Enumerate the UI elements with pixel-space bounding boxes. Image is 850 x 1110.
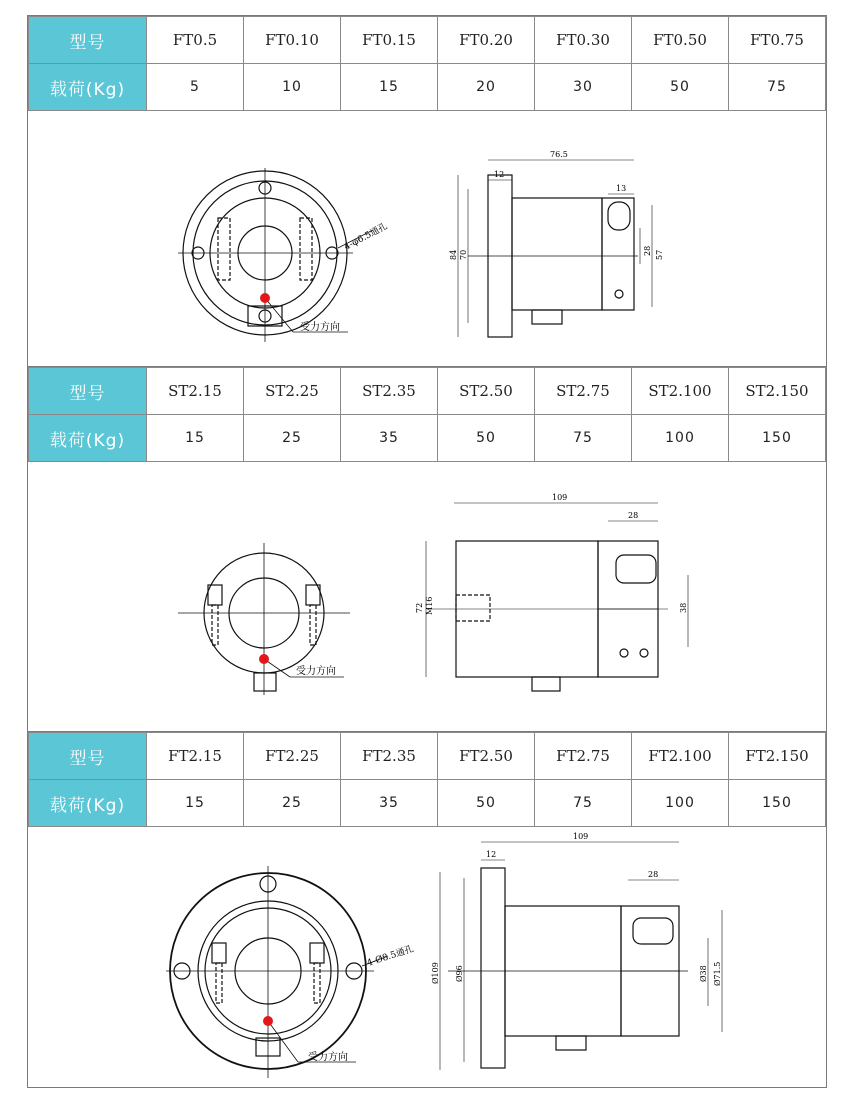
dim-overall: 109	[552, 493, 568, 502]
front-view	[166, 866, 388, 1078]
load-header: 载荷(Kg)	[29, 780, 147, 827]
dim-outer-height: 84	[449, 249, 458, 260]
side-view	[426, 503, 688, 691]
spec-section-ft0	[27, 15, 827, 367]
dim-block-width: 28	[648, 870, 659, 879]
model-cell: FT0.20	[438, 17, 535, 64]
load-cell: 15	[147, 415, 244, 462]
model-row	[29, 733, 826, 780]
model-cell: ST2.150	[729, 368, 826, 415]
load-cell: 50	[438, 415, 535, 462]
load-row	[29, 415, 826, 462]
hole-note: 4-Ø8.5通孔	[365, 944, 416, 969]
dim-flange: 12	[486, 850, 497, 859]
load-cell: 5	[147, 64, 244, 111]
model-cell: ST2.50	[438, 368, 535, 415]
load-cell: 150	[729, 780, 826, 827]
model-row	[29, 17, 826, 64]
hole-note: 4-φ6.5通孔	[342, 221, 390, 253]
load-cell: 35	[341, 780, 438, 827]
force-point-marker	[263, 1016, 273, 1026]
dim-inner-height: 70	[459, 249, 468, 260]
load-cell: 15	[341, 64, 438, 111]
technical-drawing	[28, 463, 826, 731]
load-cell: 25	[244, 415, 341, 462]
load-cell: 20	[438, 64, 535, 111]
model-cell: ST2.15	[147, 368, 244, 415]
force-point-marker	[260, 293, 270, 303]
force-direction-label: 受力方向	[296, 666, 336, 677]
dim-inner-diameter: Ø96	[455, 965, 464, 982]
front-view	[178, 168, 373, 342]
model-cell: ST2.35	[341, 368, 438, 415]
dim-overall: 76.5	[550, 150, 568, 159]
dim-flange: 12	[494, 170, 505, 179]
load-cell: 35	[341, 415, 438, 462]
load-header: 载荷(Kg)	[29, 64, 147, 111]
dim-thread: M16	[425, 596, 434, 615]
spec-table	[28, 732, 826, 827]
model-cell: FT0.15	[341, 17, 438, 64]
spec-table	[28, 367, 826, 462]
model-cell: ST2.75	[535, 368, 632, 415]
force-point-marker	[259, 654, 269, 664]
model-cell: FT0.75	[729, 17, 826, 64]
model-cell: FT0.30	[535, 17, 632, 64]
model-cell: FT2.35	[341, 733, 438, 780]
dim-block-width: 28	[628, 511, 639, 520]
dim-block-width: 13	[616, 184, 627, 193]
model-cell: FT2.75	[535, 733, 632, 780]
model-cell: ST2.100	[632, 368, 729, 415]
load-row	[29, 780, 826, 827]
dim-outer-diameter: Ø109	[431, 962, 440, 984]
spec-section-st2	[27, 366, 827, 732]
load-header: 载荷(Kg)	[29, 415, 147, 462]
technical-drawing	[28, 826, 826, 1086]
dim-height: 72	[415, 602, 424, 613]
dim-block-height-1: Ø38	[699, 965, 708, 982]
model-header: 型号	[29, 17, 147, 64]
model-cell: ST2.25	[244, 368, 341, 415]
force-direction-label: 受力方向	[308, 1052, 348, 1063]
model-cell: FT2.25	[244, 733, 341, 780]
load-cell: 100	[632, 780, 729, 827]
load-cell: 25	[244, 780, 341, 827]
model-cell: FT0.10	[244, 17, 341, 64]
model-header: 型号	[29, 368, 147, 415]
load-cell: 100	[632, 415, 729, 462]
load-cell: 50	[438, 780, 535, 827]
technical-drawing	[28, 110, 826, 366]
model-row	[29, 368, 826, 415]
model-cell: FT2.50	[438, 733, 535, 780]
model-header: 型号	[29, 733, 147, 780]
model-cell: FT0.50	[632, 17, 729, 64]
dim-overall: 109	[573, 832, 589, 841]
force-direction-label: 受力方向	[300, 322, 340, 333]
spec-section-ft2	[27, 731, 827, 1088]
model-cell: FT2.100	[632, 733, 729, 780]
spec-table	[28, 16, 826, 111]
model-cell: FT0.5	[147, 17, 244, 64]
model-cell: FT2.150	[729, 733, 826, 780]
load-cell: 10	[244, 64, 341, 111]
load-cell: 30	[535, 64, 632, 111]
model-cell: FT2.15	[147, 733, 244, 780]
side-view	[440, 842, 722, 1070]
load-row	[29, 64, 826, 111]
load-cell: 75	[535, 415, 632, 462]
load-cell: 50	[632, 64, 729, 111]
load-cell: 15	[147, 780, 244, 827]
load-cell: 150	[729, 415, 826, 462]
dim-block-height-2: Ø71.5	[713, 961, 722, 986]
load-cell: 75	[729, 64, 826, 111]
dim-block-height: 38	[679, 602, 688, 613]
load-cell: 75	[535, 780, 632, 827]
dim-block-height-2: 57	[655, 249, 664, 260]
dim-block-height-1: 28	[643, 245, 652, 256]
